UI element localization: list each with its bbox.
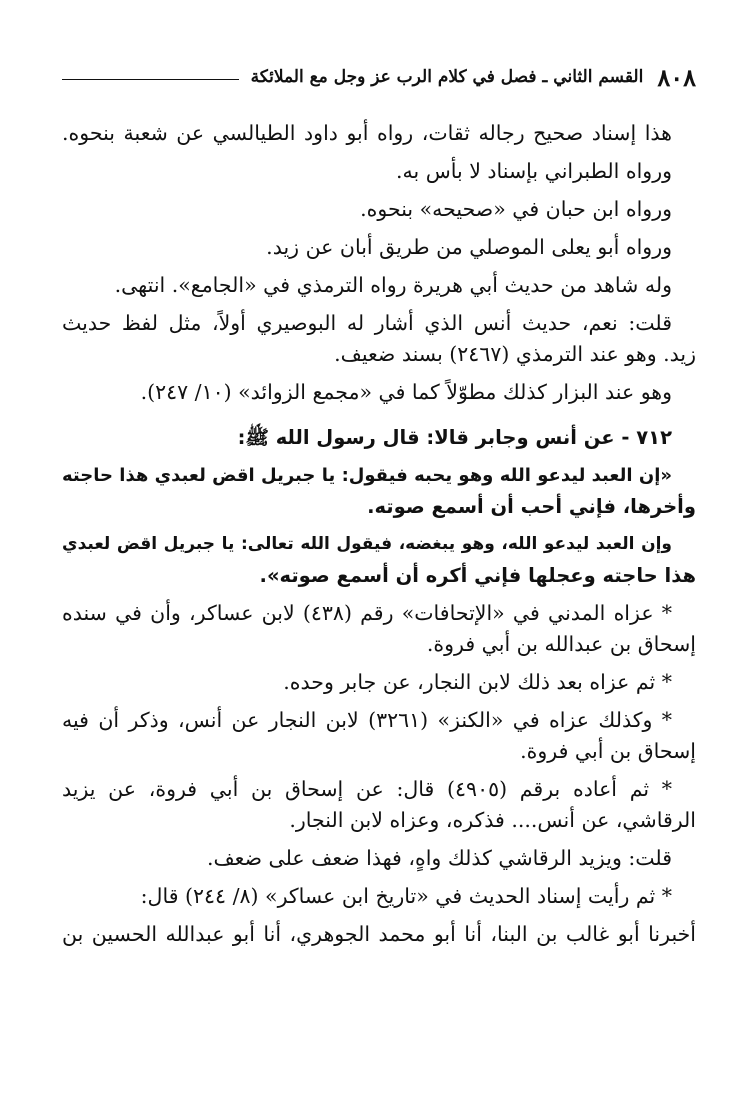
hadith-text-line: وأخرها، فإني أحب أن أسمع صوته. — [367, 495, 696, 518]
page-number: ٨٠٨ — [657, 62, 696, 92]
page-header — [62, 62, 696, 92]
text-line: * وكذلك عزاه في «الكنز» (٣٢٦١) لابن النجار عن أنس، وذكر أن فيه — [62, 708, 673, 732]
text-line: زيد. وهو عند الترمذي (٢٤٦٧) بسند ضعيف. — [334, 342, 696, 366]
page-body — [62, 118, 696, 950]
text-line: الرقاشي، عن أنس.... فذكره، وعزاه لابن النجار. — [289, 808, 696, 832]
hadith-text-line: «إن العبد ليدعو الله وهو يحبه فيقول: يا جبريل اقض لعبدي هذا حاجته — [62, 465, 672, 486]
header-rule — [62, 79, 239, 80]
text-line: أخبرنا أبو غالب بن البنا، أنا أبو محمد الجوهري، أنا أبو عبدالله الحسين بن — [62, 922, 696, 946]
text-line: * ثم عزاه بعد ذلك لابن النجار، عن جابر وحده. — [283, 670, 672, 694]
hadith-text-line: وإن العبد ليدعو الله، وهو يبغضه، فيقول الله تعالى: يا جبريل اقض لعبدي — [62, 534, 672, 554]
text-line: * ثم رأيت إسناد الحديث في «تاريخ ابن عساكر» (٨/ ٢٤٤) قال: — [140, 884, 672, 908]
hadith-text-line: هذا حاجته وعجلها فإني أكره أن أسمع صوته». — [259, 564, 696, 587]
text-line: وله شاهد من حديث أبي هريرة رواه الترمذي في «الجامع». انتهى. — [114, 273, 672, 297]
text-line: إسحاق بن أبي فروة. — [520, 739, 696, 763]
hadith-heading: ٧١٢ - عن أنس وجابر قالا: قال رسول الله ﷺ: — [237, 426, 672, 449]
text-line: وهو عند البزار كذلك مطوّلاً كما في «مجمع الزوائد» (١٠/ ٢٤٧). — [140, 380, 672, 404]
text-line: ورواه أبو يعلى الموصلي من طريق أبان عن زيد. — [266, 235, 672, 259]
text-line: * ثم أعاده برقم (٤٩٠٥) قال: عن إسحاق بن أبي فروة، عن يزيد — [62, 777, 672, 801]
running-title: القسم الثاني ـ فصل في كلام الرب عز وجل مع الملائكة — [250, 67, 644, 87]
text-line: قلت: ويزيد الرقاشي كذلك واهٍ، فهذا ضعف على ضعف. — [206, 846, 672, 870]
text-line: قلت: نعم، حديث أنس الذي أشار له البوصيري أولاً، مثل لفظ حديث — [62, 311, 672, 335]
book-page — [62, 0, 696, 1104]
text-line: إسحاق بن عبدالله بن أبي فروة. — [426, 632, 696, 656]
text-line: * عزاه المدني في «الإتحافات» رقم (٤٣٨) لابن عساكر، وأن في سنده — [62, 601, 673, 625]
text-line: هذا إسناد صحيح رجاله ثقات، رواه أبو داود الطيالسي عن شعبة بنحوه. — [62, 121, 672, 145]
text-line: ورواه الطبراني بإسناد لا بأس به. — [395, 159, 672, 183]
text-line: ورواه ابن حبان في «صحيحه» بنحوه. — [360, 197, 672, 221]
